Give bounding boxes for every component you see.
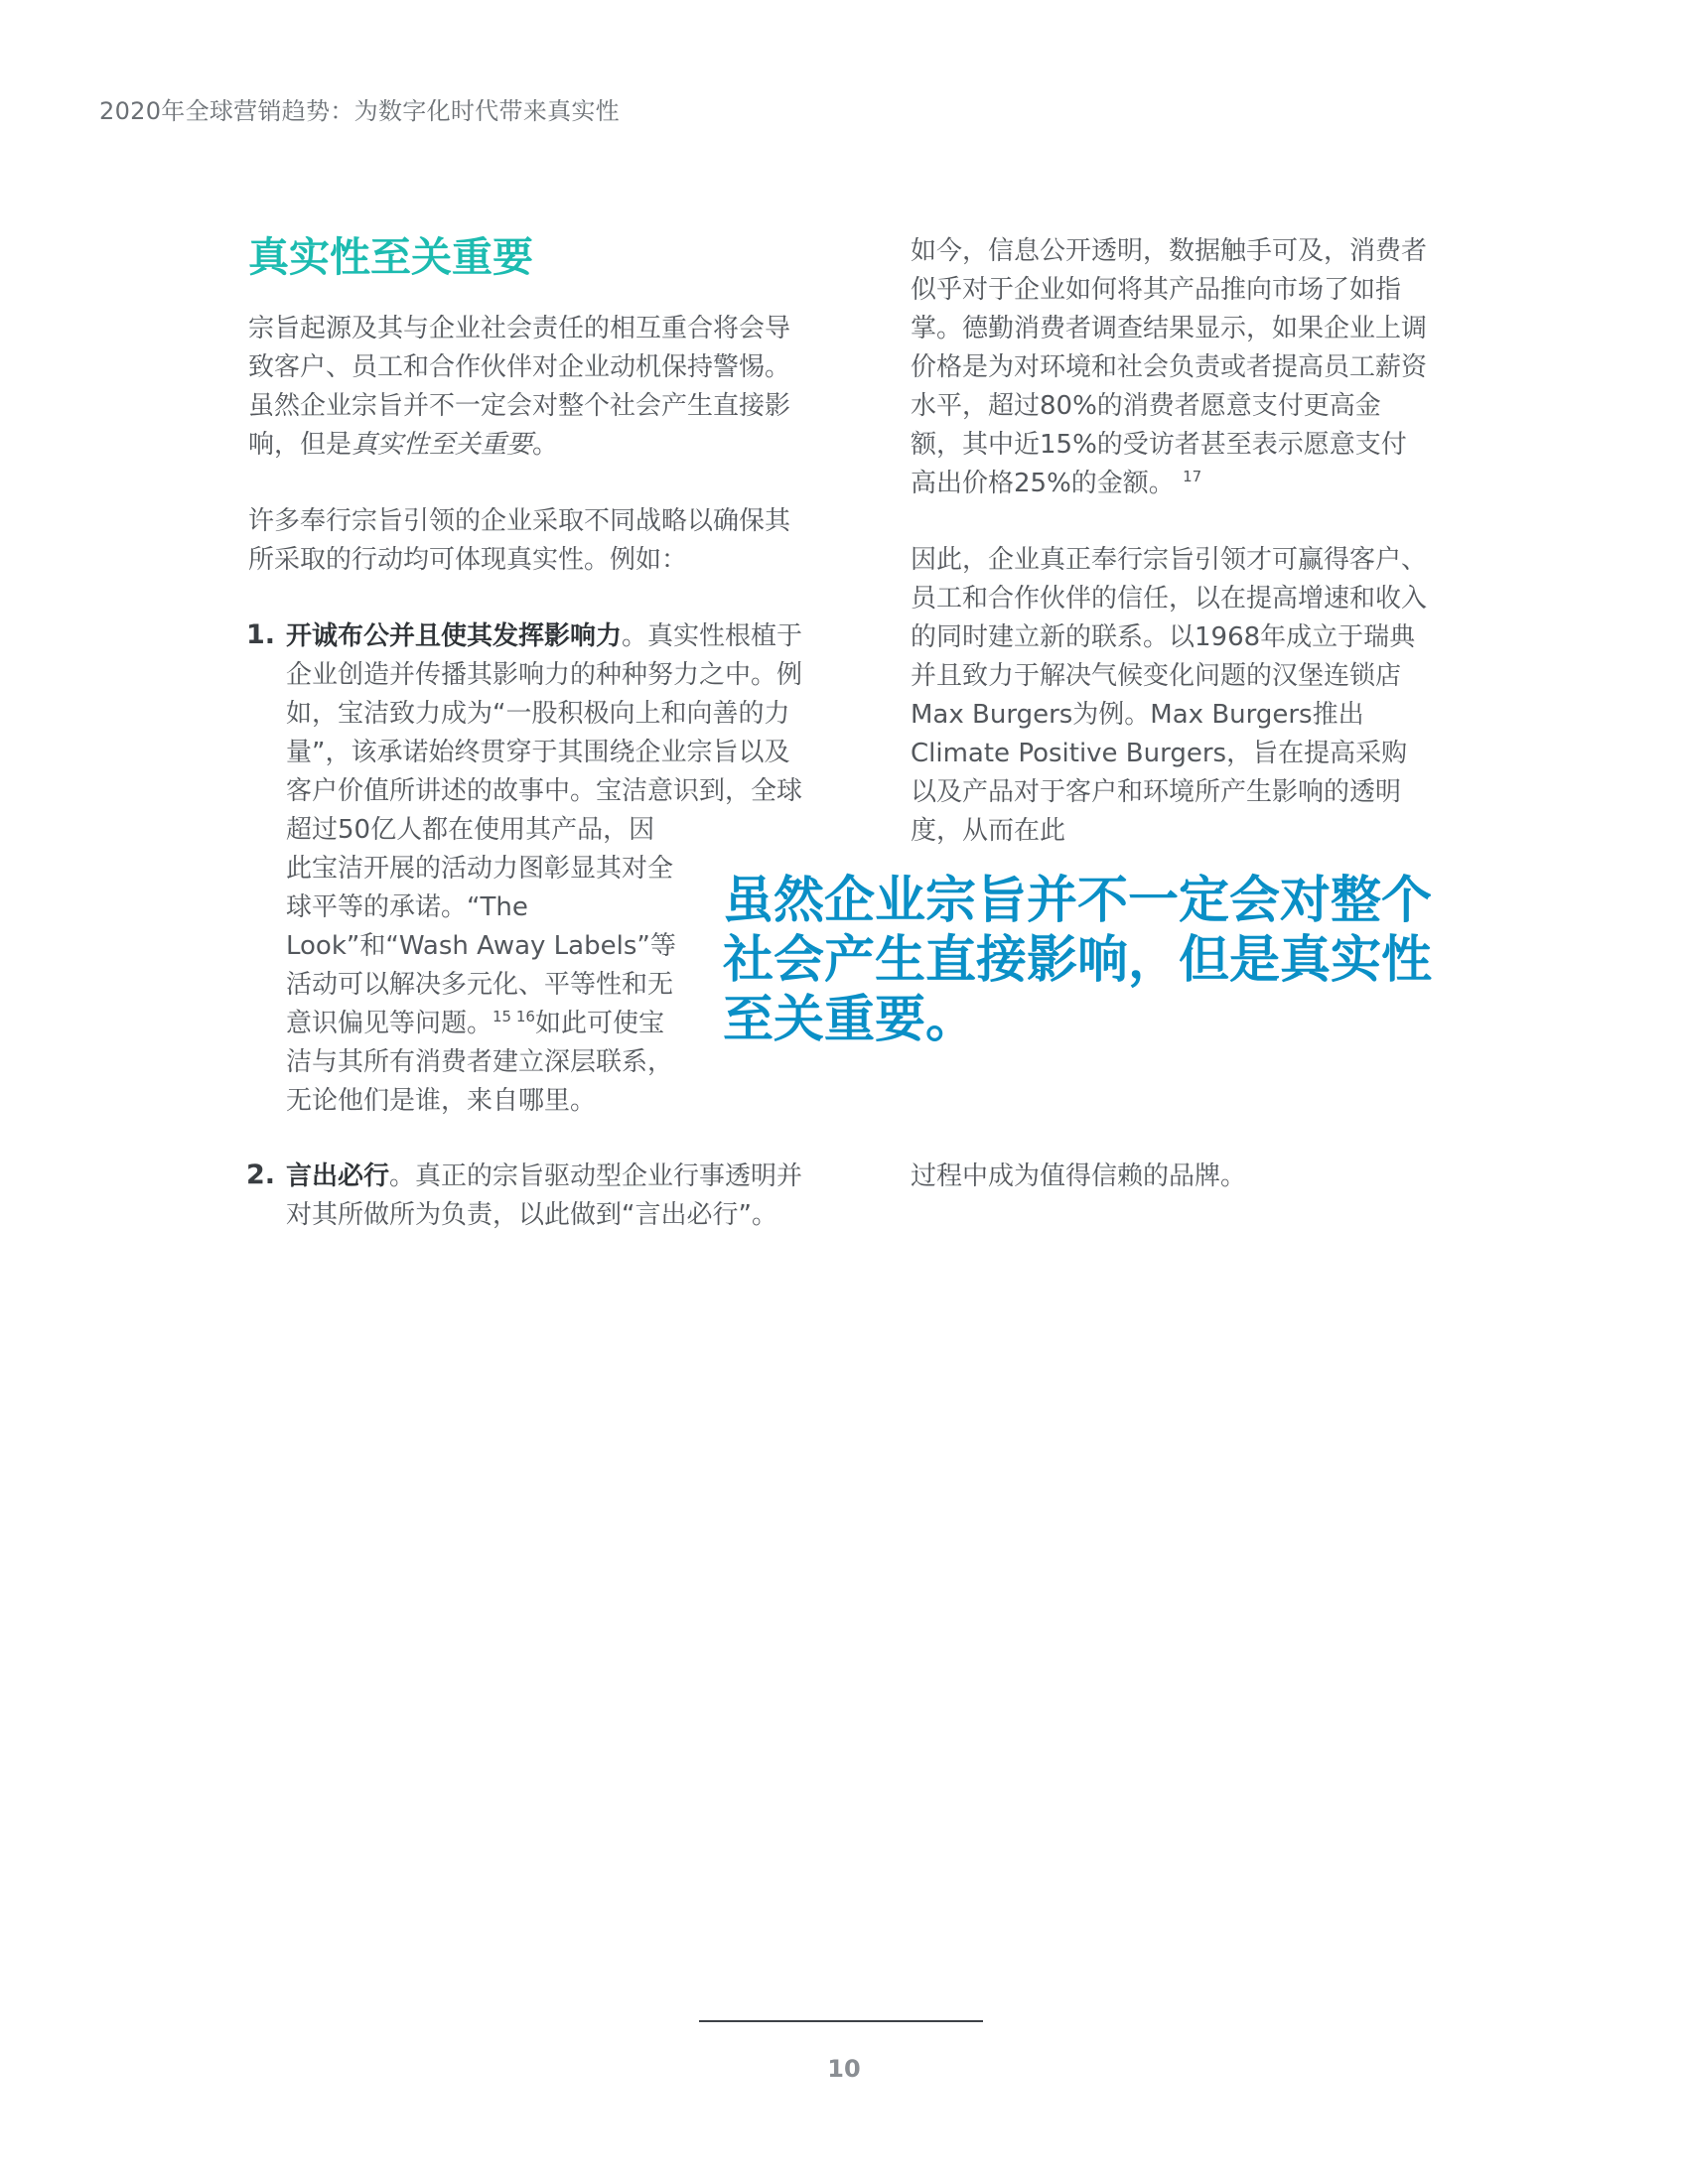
list-item-1-b [286,811,678,1121]
left-paragraph-1-emphasis: 真实性至关重要 [352,430,533,460]
list-item-1-text-a: 。真实性根植于企业创造并传播其影响力的种种努力之中。例如，宝洁致力成为“一股积极向上和向善的力量”，该承诺始终贯穿于其围绕企业宗旨以及客户价值所讲述的故事中。宝洁意识到，全球 [286,621,803,806]
left-paragraph-1-end: 。 [532,430,559,460]
document-header: 2020年全球营销趋势：为数字化时代带来真实性 [99,97,620,125]
left-paragraph-2: 许多奉行宗旨引领的企业采取不同战略以确保其所采取的行动均可体现真实性。例如： [248,506,791,575]
section-heading: 真实性至关重要 [248,233,533,281]
right-paragraph-2: 因此，企业真正奉行宗旨引领才可赢得客户、员工和合作伙伴的信任，以在提高增速和收入的同时建立新的联系。以1968年成立于瑞典并且致力于解决气候变化问题的汉堡连锁店Max Burgers为例。Max Burgers推出Climate Positive Burgers，旨在提高采购以及产品对于客户和环境所产生影响的透明度，从而在此 [911,545,1428,846]
right-paragraph-1 [911,232,1432,503]
list-item-2-lead: 言出必行 [286,1161,390,1191]
pull-quote: 虽然企业宗旨并不一定会对整个社会产生直接影响，但是真实性至关重要。 [723,872,1433,1049]
list-item-2-text: 。真正的宗旨驱动型企业行事透明并对其所做所为负责，以此做到“言出必行”。 [286,1161,803,1230]
footnote-ref-15-16: 15 16 [492,1008,535,1025]
right-paragraph-1-text: 如今，信息公开透明，数据触手可及，消费者似乎对于企业如何将其产品推向市场了如指掌。德勤消费者调查结果显示，如果企业上调价格是为对环境和社会负责或者提高员工薪资水平，超过80%的消费者愿意支付更高金额，其中近15%的受访者甚至表示愿意支付高出价格25%的金额。 [911,236,1428,498]
list-item-1-text-b: 超过50亿人都在使用其产品，因此宝洁开展的活动力图彰显其对全球平等的承诺。“The Look”和“Wash Away Labels”等活动可以解决多元化、平等性和无意识偏见等问题。 [286,815,676,1038]
footnote-ref-17: 17 [1183,468,1202,485]
footer-divider [699,2020,983,2022]
list-number-1: 1. [246,619,276,650]
left-paragraph-1-text: 宗旨起源及其与企业社会责任的相互重合将会导致客户、员工和合作伙伴对企业动机保持警惕。虽然企业宗旨并不一定会对整个社会产生直接影响，但是 [248,314,791,460]
list-number-2: 2. [246,1160,276,1190]
right-paragraph-2-continued: 过程中成为值得信赖的品牌。 [911,1161,1247,1191]
list-item-2 [286,1158,807,1235]
list-item-1-lead: 开诚布公并且使其发挥影响力 [286,621,623,651]
list-item-1-a [286,617,807,811]
list-item-1-text-c: 如此可使宝洁与其所有消费者建立深层联系，无论他们是谁，来自哪里。 [286,1009,674,1116]
left-paragraph-1 [248,310,804,465]
page-number: 10 [827,2055,861,2083]
